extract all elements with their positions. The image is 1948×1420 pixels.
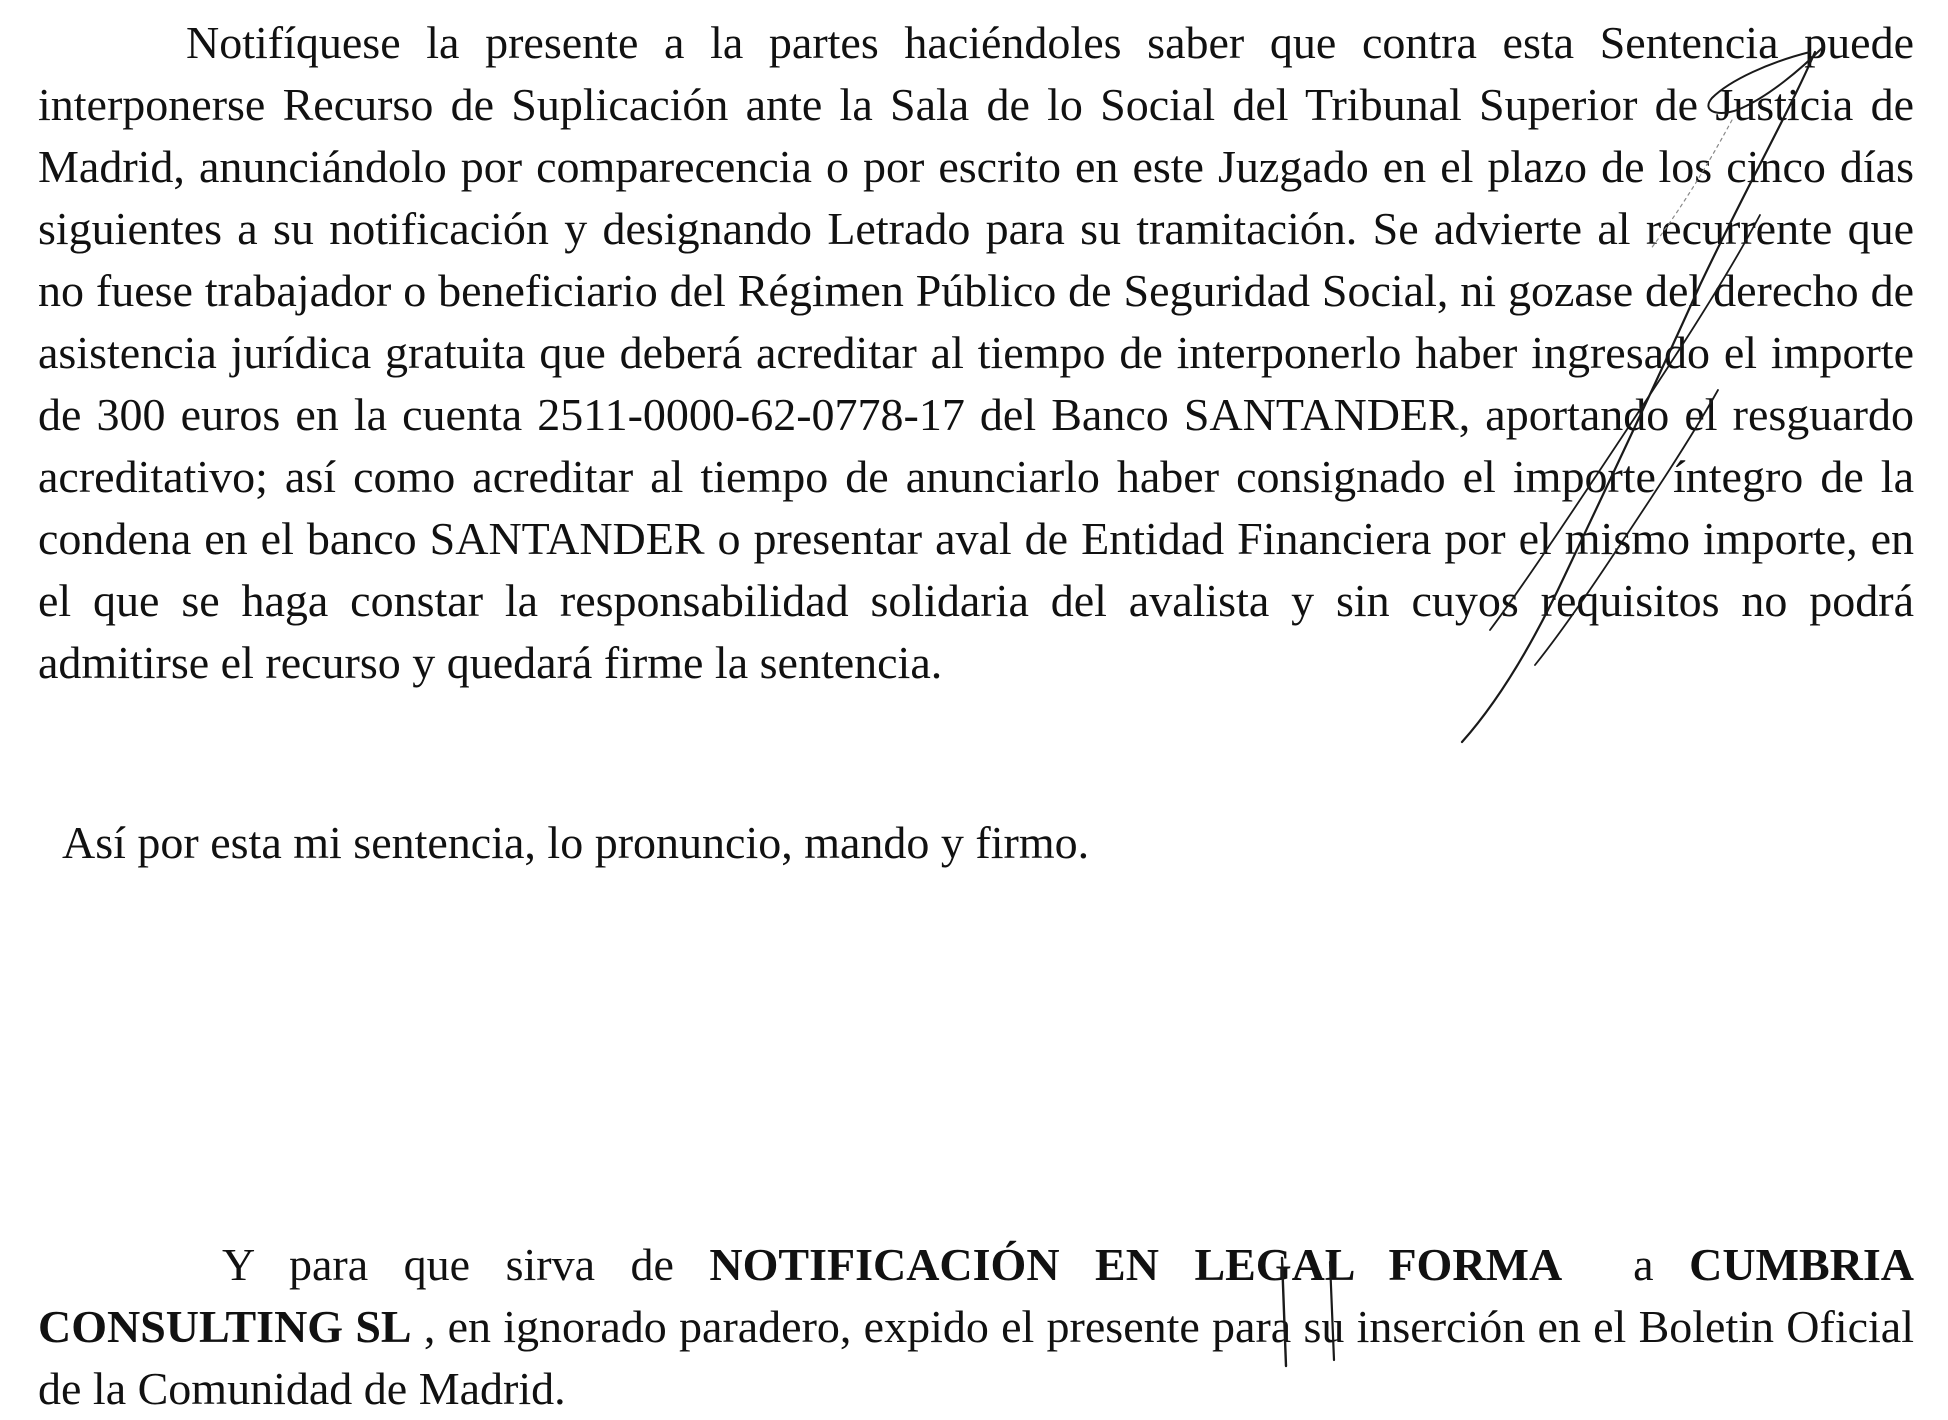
notification-connector: a	[1562, 1239, 1690, 1290]
notification-outro: , en ignorado paradero, expido el presente para su inserción en el Boletin Oficial de la Comunidad de Madrid.	[38, 1301, 1914, 1414]
notification-paragraph	[38, 1234, 1914, 1420]
notification-intro: Y para que sirva de	[222, 1239, 710, 1290]
closing-paragraph: Así por esta mi sentencia, lo pronuncio, mando y firmo.	[62, 817, 1090, 868]
company-name: CUMBRIA CONSULTING SL	[38, 1239, 1914, 1352]
notification-legal-form: NOTIFICACIÓN EN LEGAL FORMA	[709, 1239, 1563, 1290]
appeal-notice-paragraph: Notifíquese la presente a la partes haciéndoles saber que contra esta Sentencia puede interponerse Recurso de Suplicación ante la Sala de lo Social del Tribunal Superior de Justicia de Madrid, anunciándolo por comparecencia o por escrito en este Juzgado en el plazo de los cinco días siguientes a su notificación y designando Letrado para su tramitación. Se advierte al recurrente que no fuese trabajador o beneficiario del Régimen Público de Seguridad Social, ni gozase del derecho de asistencia jurídica gratuita que deberá acreditar al tiempo de interponerlo haber ingresado el importe de 300 euros en la cuenta 2511-0000-62-0778-17 del Banco SANTANDER, aportando el resguardo acreditativo; así como acreditar al tiempo de anunciarlo haber consignado el importe íntegro de la condena en el banco SANTANDER o presentar aval de Entidad Financiera por el mismo importe, en el que se haga constar la responsabilidad solidaria del avalista y sin cuyos requisitos no podrá admitirse el recurso y quedará firme la sentencia.	[38, 17, 1914, 688]
